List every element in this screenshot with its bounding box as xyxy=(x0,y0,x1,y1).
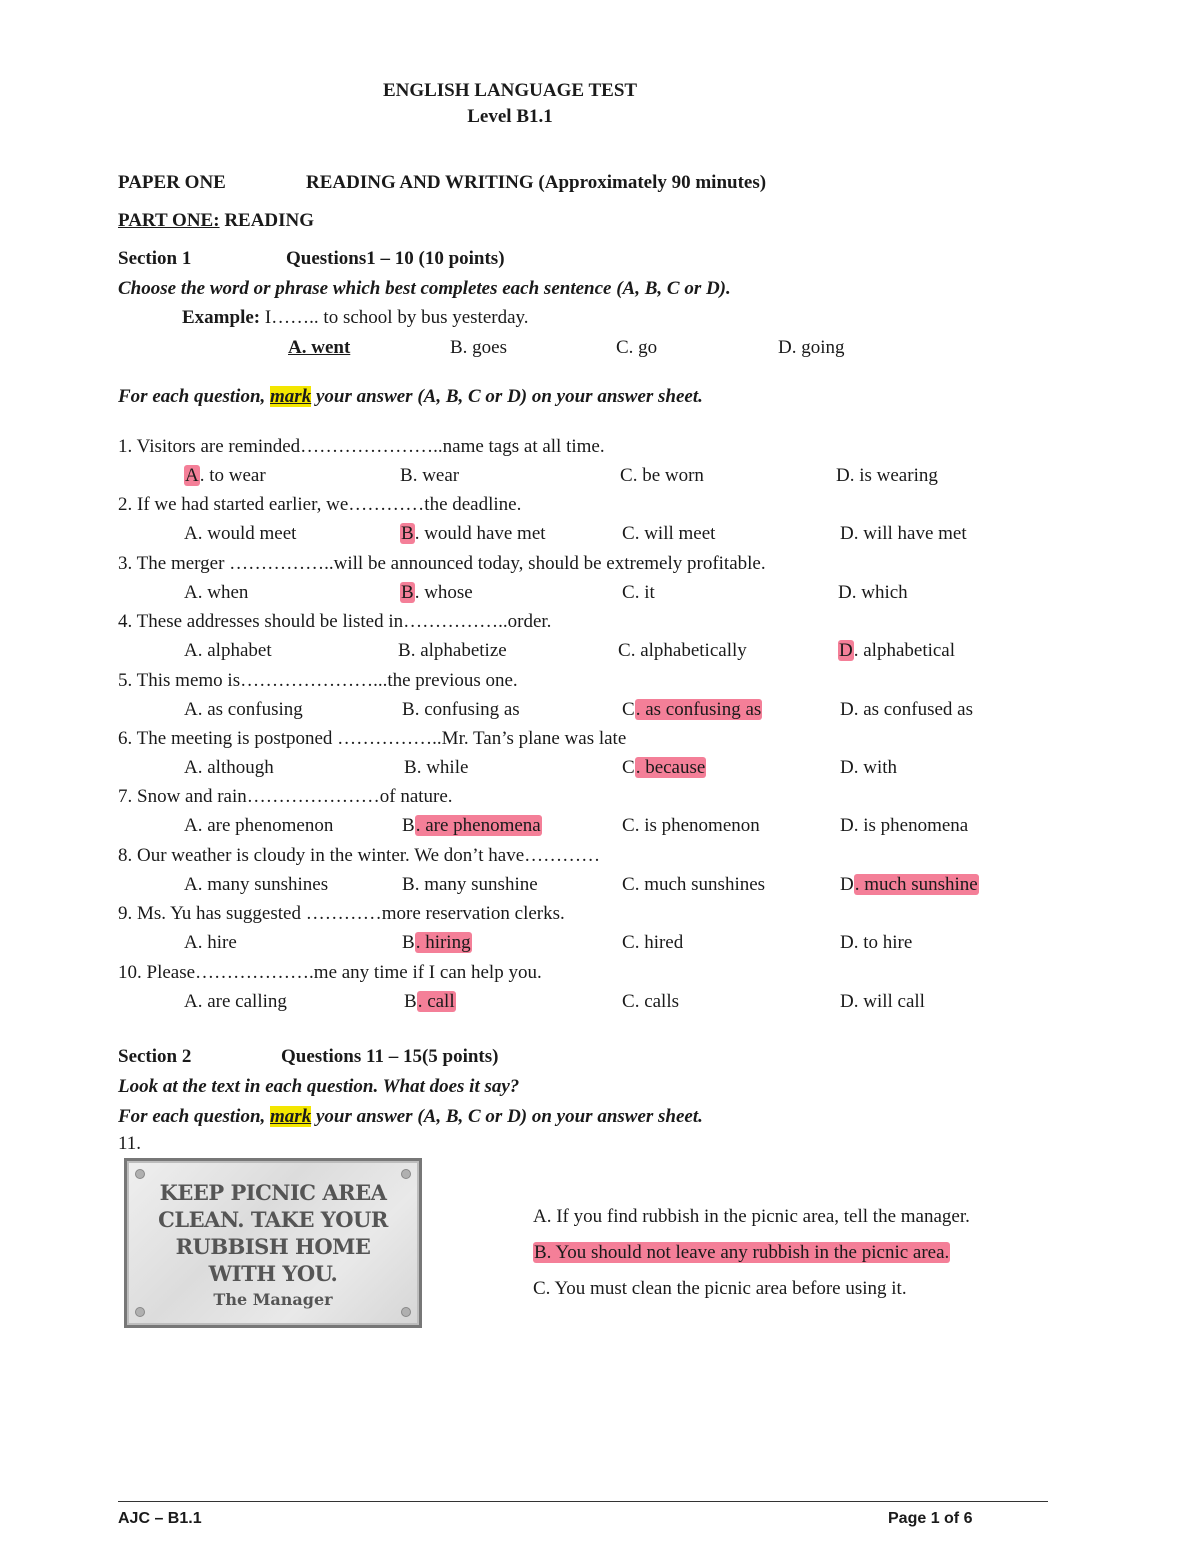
picnic-sign-image xyxy=(124,1158,422,1328)
question-8-option-b: B. many sunshine xyxy=(402,874,538,895)
part-name: READING xyxy=(219,210,315,231)
question-7-stem: 7. Snow and rain…………………of nature. xyxy=(118,786,453,807)
question-4-stem: 4. These addresses should be listed in……………..order. xyxy=(118,611,552,632)
section2-instruction: Look at the text in each question. What does it say? xyxy=(118,1076,520,1097)
example-line xyxy=(182,307,529,329)
screw-icon xyxy=(135,1169,145,1179)
question-2-option-b: B. would have met xyxy=(401,523,546,544)
part-heading xyxy=(118,210,314,232)
paper-label: PAPER ONE xyxy=(118,172,226,193)
section1-instruction: Choose the word or phrase which best completes each sentence (A, B, C or D). xyxy=(118,278,731,299)
question-7-option-a: A. are phenomenon xyxy=(184,815,334,836)
question-10-stem: 10. Please……………….me any time if I can help you. xyxy=(118,962,542,983)
question-6-stem: 6. The meeting is postponed ……………..Mr. Tan’s plane was late xyxy=(118,728,627,749)
question-2-option-a: A. would meet xyxy=(184,523,297,544)
question-5-option-a: A. as confusing xyxy=(184,699,303,720)
sign-signature: The Manager xyxy=(213,1290,333,1309)
sign-line: WITH YOU. xyxy=(208,1261,338,1286)
question-9-option-c: C. hired xyxy=(622,932,684,953)
section1-mark-instruction: For each question, mark your answer (A, B, C or D) on your answer sheet. xyxy=(118,386,703,407)
question-10-option-c: C. calls xyxy=(622,991,680,1012)
footer-left: AJC – B1.1 xyxy=(118,1510,202,1527)
question-1-stem: 1. Visitors are reminded…………………..name tags at all time. xyxy=(118,436,605,457)
footer-divider xyxy=(118,1501,1048,1502)
question-5-option-d: D. as confused as xyxy=(840,699,973,720)
screw-icon xyxy=(401,1169,411,1179)
question-4-option-b: B. alphabetize xyxy=(398,640,507,661)
question-10-option-b: B. call xyxy=(404,991,455,1012)
section2-questions: Questions 11 – 15(5 points) xyxy=(281,1046,499,1067)
question-10-option-a: A. are calling xyxy=(184,991,287,1012)
sign-line: RUBBISH HOME xyxy=(175,1234,371,1259)
test-title: ENGLISH LANGUAGE TEST xyxy=(382,80,638,101)
paper-description: READING AND WRITING (Approximately 90 minutes) xyxy=(306,172,767,193)
screw-icon xyxy=(135,1307,145,1317)
example-text: I…….. to school by bus yesterday. xyxy=(260,307,529,328)
q11-option-c: C. You must clean the picnic area before using it. xyxy=(533,1278,907,1299)
sign-line: CLEAN. TAKE YOUR xyxy=(158,1207,388,1232)
question-9-stem: 9. Ms. Yu has suggested …………more reservation clerks. xyxy=(118,903,565,924)
question-10-option-d: D. will call xyxy=(840,991,925,1012)
question-1-option-a: A. to wear xyxy=(185,465,266,486)
question-1-option-b: B. wear xyxy=(400,465,460,486)
question-5-option-c: C. as confusing as xyxy=(622,699,762,720)
q11-option-b: B. You should not leave any rubbish in the picnic area. xyxy=(534,1242,950,1263)
section1-label: Section 1 xyxy=(118,248,192,269)
sign-line: KEEP PICNIC AREA xyxy=(159,1180,387,1205)
footer-page-number: Page 1 of 6 xyxy=(888,1510,973,1527)
question-9-option-d: D. to hire xyxy=(840,932,913,953)
question-9-option-b: B. hiring xyxy=(402,932,471,953)
example-option-b: B. goes xyxy=(450,337,507,358)
question-8-stem: 8. Our weather is cloudy in the winter. We don’t have………… xyxy=(118,845,601,866)
section1-questions: Questions1 – 10 (10 points) xyxy=(286,248,505,269)
question-7-option-d: D. is phenomena xyxy=(840,815,969,836)
question-8-option-a: A. many sunshines xyxy=(184,874,329,895)
question-7-option-b: B. are phenomena xyxy=(402,815,541,836)
mark-highlight: mark xyxy=(270,386,312,407)
question-2-stem: 2. If we had started earlier, we…………the deadline. xyxy=(118,494,522,515)
question-4-option-d: D. alphabetical xyxy=(839,640,956,661)
question-6-option-c: C. because xyxy=(622,757,706,778)
question-5-stem: 5. This memo is…………………...the previous one. xyxy=(118,670,518,691)
question-8-option-d: D. much sunshine xyxy=(840,874,978,895)
question-3-option-a: A. when xyxy=(184,582,249,603)
question-1-option-c: C. be worn xyxy=(620,465,704,486)
question-3-option-b: B. whose xyxy=(401,582,473,603)
section2-label: Section 2 xyxy=(118,1046,192,1067)
question-7-option-c: C. is phenomenon xyxy=(622,815,760,836)
example-label: Example: xyxy=(182,307,261,328)
section2-mark-instruction: For each question, mark your answer (A, B, C or D) on your answer sheet. xyxy=(118,1106,703,1127)
test-level: Level B1.1 xyxy=(467,106,553,127)
question-1-option-d: D. is wearing xyxy=(836,465,938,486)
question-9-option-a: A. hire xyxy=(184,932,237,953)
question-4-option-a: A. alphabet xyxy=(184,640,272,661)
question-2-option-d: D. will have met xyxy=(840,523,967,544)
question-8-option-c: C. much sunshines xyxy=(622,874,766,895)
question-2-option-c: C. will meet xyxy=(622,523,716,544)
example-option-a: A. went xyxy=(288,337,351,358)
question-3-option-c: C. it xyxy=(622,582,655,603)
example-option-d: D. going xyxy=(778,337,845,358)
q11-option-a: A. If you find rubbish in the picnic area, tell the manager. xyxy=(533,1206,970,1227)
part-prefix: PART ONE: xyxy=(118,210,220,231)
question-6-option-b: B. while xyxy=(404,757,469,778)
screw-icon xyxy=(401,1307,411,1317)
question-3-stem: 3. The merger ……………..will be announced today, should be extremely profitable. xyxy=(118,553,766,574)
question-4-option-c: C. alphabetically xyxy=(618,640,747,661)
question-3-option-d: D. which xyxy=(838,582,908,603)
mark-highlight: mark xyxy=(270,1106,312,1127)
question-6-option-a: A. although xyxy=(184,757,274,778)
question-5-option-b: B. confusing as xyxy=(402,699,520,720)
example-option-c: C. go xyxy=(616,337,658,358)
question-6-option-d: D. with xyxy=(840,757,898,778)
question-11-number: 11. xyxy=(118,1133,142,1154)
